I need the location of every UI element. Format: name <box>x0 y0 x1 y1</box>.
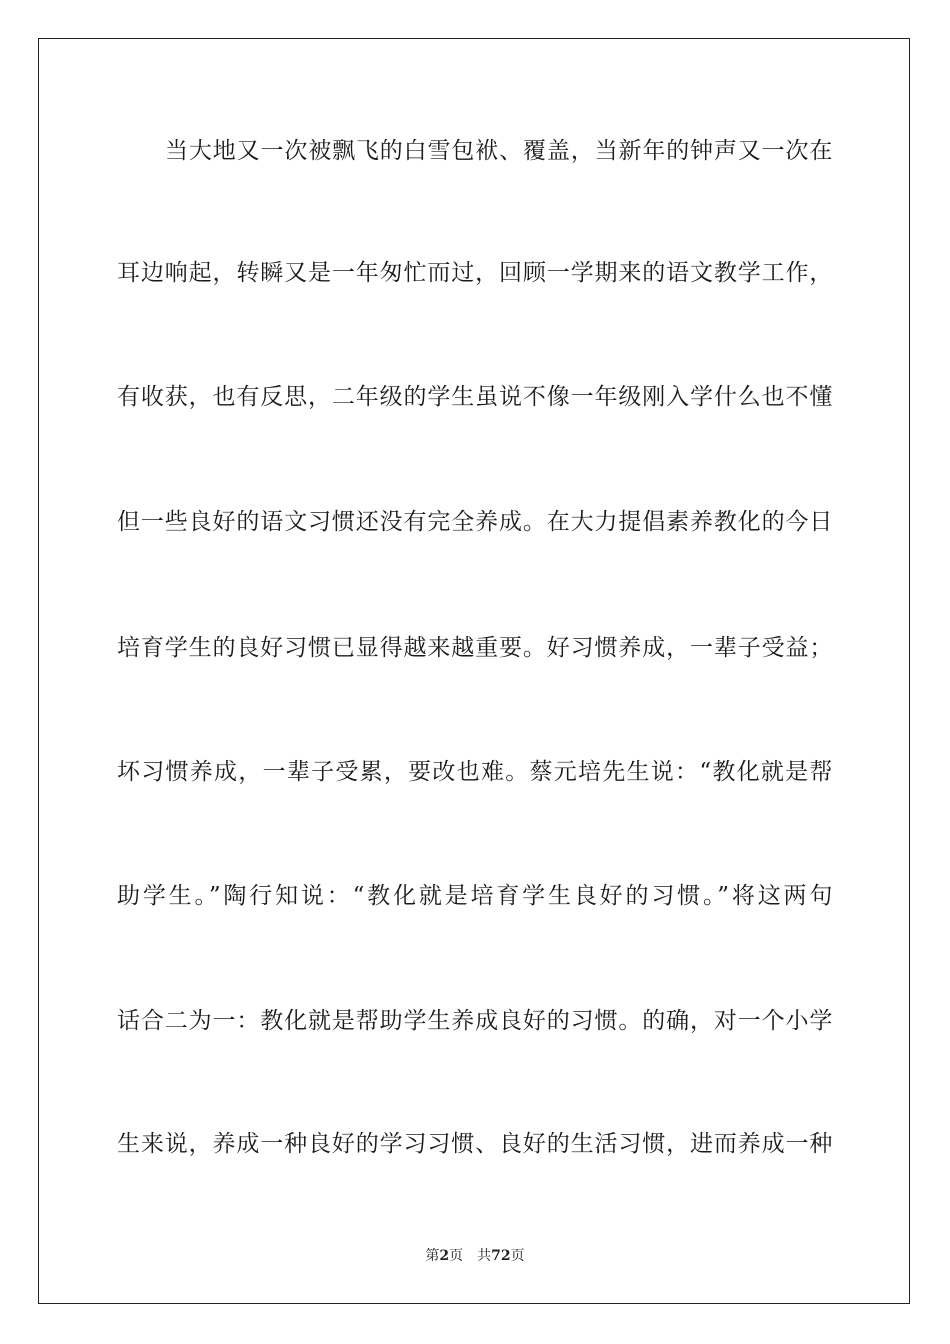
page-border <box>38 38 910 1304</box>
paragraph-line: 有收获，也有反思，二年级的学生虽说不像一年级刚入学什么也不懂 <box>117 384 833 410</box>
paragraph-line: 生来说，养成一种良好的学习习惯、良好的生活习惯，进而养成一种 <box>117 1131 833 1157</box>
page-footer <box>0 1246 950 1266</box>
paragraph-line: 培育学生的良好习惯已显得越来越重要。好习惯养成，一辈子受益； <box>117 635 833 661</box>
page-prefix: 第 <box>425 1248 440 1264</box>
page-suffix: 页 <box>449 1248 464 1264</box>
page-number: 2 <box>439 1248 450 1264</box>
total-prefix: 共 <box>477 1248 492 1264</box>
paragraph-line: 当大地又一次被飘飞的白雪包袱、覆盖，当新年的钟声又一次在 <box>165 138 833 164</box>
paragraph-line: 坏习惯养成，一辈子受累，要改也难。蔡元培先生说：“教化就是帮 <box>117 759 833 785</box>
paragraph-line: 助学生。”陶行知说：“教化就是培育学生良好的习惯。”将这两句 <box>117 883 833 909</box>
paragraph-line: 话合二为一：教化就是帮助学生养成良好的习惯。的确，对一个小学 <box>117 1008 833 1034</box>
total-pages: 72 <box>491 1248 511 1264</box>
total-suffix: 页 <box>510 1248 525 1264</box>
paragraph-line: 耳边响起，转瞬又是一年匆忙而过，回顾一学期来的语文教学工作， <box>117 260 833 286</box>
paragraph-line: 但一些良好的语文习惯还没有完全养成。在大力提倡素养教化的今日 <box>117 509 833 535</box>
